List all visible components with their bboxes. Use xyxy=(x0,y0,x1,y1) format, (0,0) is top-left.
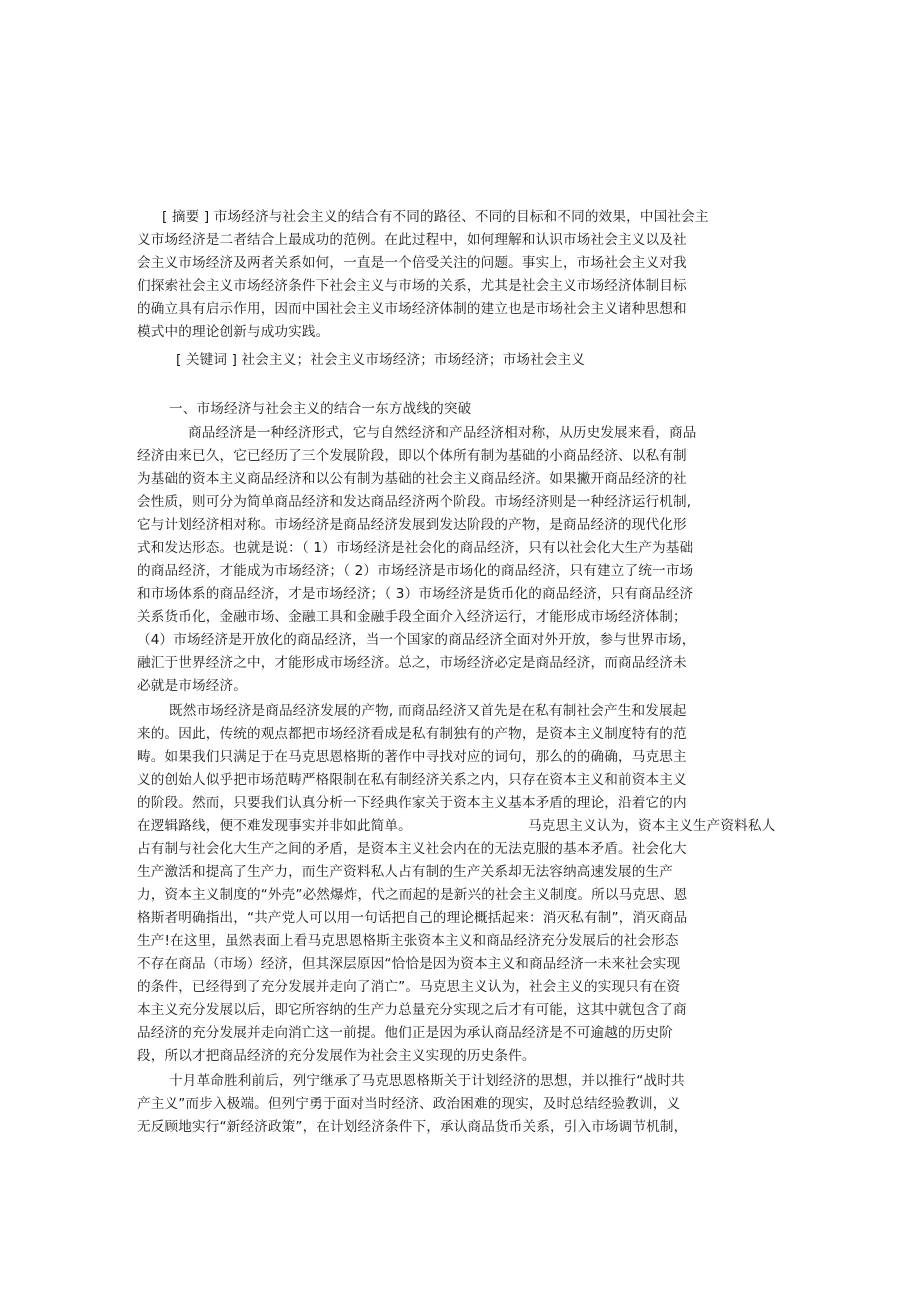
abstract-line: 们探索社会主义市场经济条件下社会主义与市场的关系，尤其是社会主义市场经济体制目标 xyxy=(137,278,687,294)
paragraph-line: 生产激活和提高了生产力，而生产资料私人占有制的生产关系却无法容纳高速发展的生产 xyxy=(137,864,674,880)
paragraph-line: 品经济的充分发展并走向消亡这一前提。他们正是因为承认商品经济是不可逾越的历史阶 xyxy=(137,1025,674,1041)
paragraph-line: 力，资本主义制度的“外壳”必然爆炸，代之而起的是新兴的社会主义制度。所以马克思、恩 xyxy=(137,887,688,903)
abstract-line: 会主义市场经济及两者关系如何，一直是一个倍受关注的问题。事实上，市场社会主义对我 xyxy=(137,255,687,271)
paragraph-line: 式和发达形态。也就是说：（ 1）市场经济是社会化的商品经济，只有以社会化大生产为基础 xyxy=(137,540,694,556)
paragraph-line: 在逻辑路线，便不难发现事实并非如此简单。 xyxy=(137,818,412,834)
abstract-line: 的确立具有启示作用，因而中国社会主义市场经济体制的建立也是市场社会主义诸种思想和 xyxy=(137,301,687,317)
paragraph-line: 会性质，则可分为简单商品经济和发达商品经济两个阶段。市场经济则是一种经济运行机制, xyxy=(137,494,692,510)
paragraph-line: 关系货币化，金融市场、金融工具和金融手段全面介入经济运行，才能形成市场经济体制； xyxy=(137,609,687,625)
paragraph-line: 十月革命胜利前后，列宁继承了马克思恩格斯关于计划经济的思想，并以推行“战时共 xyxy=(169,1073,685,1089)
paragraph-line: 和市场体系的商品经济，才是市场经济；（ 3）市场经济是货币化的商品经济，只有商品经济 xyxy=(137,586,694,602)
paragraph-line: （4）市场经济是开放化的商品经济，当一个国家的商品经济全面对外开放，参与世界市场， xyxy=(137,632,696,648)
section-heading: 一、市场经济与社会主义的结合一东方战线的突破 xyxy=(169,401,472,417)
abstract-line: [ 摘要 ] 市场经济与社会主义的结合有不同的路径、不同的目标和不同的效果，中国社会主 xyxy=(162,209,709,225)
paragraph-line: 占有制与社会化大生产之间的矛盾，是资本主义社会内在的无法克服的基本矛盾。社会化大 xyxy=(137,841,687,857)
paragraph-line: 它与计划经济相对称。市场经济是商品经济发展到发达阶段的产物，是商品经济的现代化形 xyxy=(137,517,687,533)
paragraph-line: 融汇于世界经济之中，才能形成市场经济。总之，市场经济必定是商品经济，而商品经济未 xyxy=(137,655,687,671)
abstract-line: 义市场经济是二者结合上最成功的范例。在此过程中，如何理解和认识市场社会主义以及社 xyxy=(137,232,687,248)
paragraph-line: 无反顾地实行“新经济政策”，在计划经济条件下，承认商品货币关系，引入市场调节机制， xyxy=(137,1119,688,1135)
paragraph-line: 必就是市场经济。 xyxy=(137,678,247,694)
paragraph-line: 为基础的资本主义商品经济和以公有制为基础的社会主义商品经济。如果撇开商品经济的社 xyxy=(137,471,687,487)
paragraph-line: 来的。因此，传统的观点都把市场经济看成是私有制独有的产物，是资本主义制度特有的范 xyxy=(137,726,687,742)
paragraph-line: 义的创始人似乎把市场范畴严格限制在私有制经济关系之内，只存在资本主义和前资本主义 xyxy=(137,772,687,788)
paragraph-line: 经济由来已久，它已经历了三个发展阶段，即以个体所有制为基础的小商品经济、以私有制 xyxy=(137,448,687,464)
paragraph-side-text: 马克思主义认为，资本主义生产资料私人 xyxy=(528,818,776,834)
paragraph-line: 格斯者明确指出，“共产党人可以用一句话把自己的理论概括起来：消灭私有制”，消灭商品 xyxy=(137,910,688,926)
paragraph-line: 本主义充分发展以后，即它所容纳的生产力总量充分实现之后才有可能，这其中就包含了商 xyxy=(137,1002,687,1018)
paragraph-line: 生产!在这里，虽然表面上看马克思恩格斯主张资本主义和商品经济充分发展后的社会形态 xyxy=(137,933,679,949)
paragraph-line: 产主义”而步入极端。但列宁勇于面对当时经济、政治困难的现实，及时总结经验教训，义 xyxy=(137,1096,681,1112)
abstract-line: 模式中的理论创新与成功实践。 xyxy=(137,324,330,340)
paragraph-line: 的条件，已经得到了充分发展并走向了消亡”。马克思主义认为，社会主义的实现只有在资 xyxy=(137,979,681,995)
paragraph-line: 的商品经济，才能成为市场经济；（ 2）市场经济是市场化的商品经济，只有建立了统一市场 xyxy=(137,563,694,579)
paragraph-line: 商品经济是一种经济形式，它与自然经济和产品经济相对称，从历史发展来看，商品 xyxy=(188,425,697,441)
paragraph-line: 畴。如果我们只满足于在马克思恩格斯的著作中寻找对应的词句，那么的的确确，马克思主 xyxy=(137,749,687,765)
paragraph-line: 的阶段。然而，只要我们认真分析一下经典作家关于资本主义基本矛盾的理论，沿着它的内 xyxy=(137,795,687,811)
paragraph-line: 不存在商品（市场）经济，但其深层原因“恰恰是因为资本主义和商品经济一未来社会实现 xyxy=(137,956,681,972)
paragraph-line: 段，所以才把商品经济的充分发展作为社会主义实现的历史条件。 xyxy=(137,1048,536,1064)
keywords-line: [ 关键词 ] 社会主义；社会主义市场经济；市场经济；市场社会主义 xyxy=(176,352,586,368)
paragraph-line: 既然市场经济是商品经济发展的产物, 而商品经济又首先是在私有制社会产生和发展起 xyxy=(169,703,687,719)
